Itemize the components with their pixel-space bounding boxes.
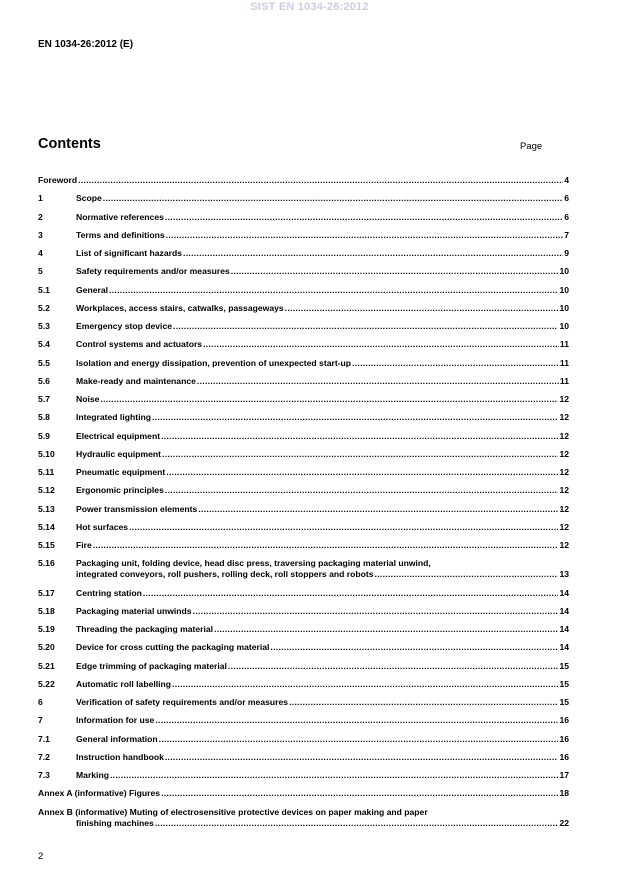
toc-entry-number: 5.5 — [38, 357, 50, 368]
toc-entry-number: 5.22 — [38, 678, 55, 689]
toc-entry-page: 12 — [559, 540, 569, 550]
toc-entry-number: 5.16 — [38, 558, 55, 569]
dot-leader — [173, 321, 558, 332]
toc-entry-title: Verification of safety requirements and/or measures — [76, 697, 289, 707]
document-id-header: EN 1034-26:2012 (E) — [38, 39, 134, 50]
dot-leader — [197, 376, 559, 387]
toc-entry-page: 4 — [564, 175, 569, 185]
toc-entry-number: 7.1 — [38, 733, 50, 744]
toc-entry-number: 5.20 — [38, 642, 55, 653]
toc-entry-number: 5.9 — [38, 430, 50, 441]
toc-entry-number: 5.7 — [38, 394, 50, 404]
toc-entry-title: Centring station — [76, 587, 142, 598]
toc-entry-title: Isolation and energy dissipation, prevention of unexpected start-up — [76, 357, 352, 368]
toc-entry-number: 3 — [38, 229, 43, 240]
toc-entry-page: 15 — [559, 697, 569, 707]
toc-entry-title: Electrical equipment — [76, 430, 161, 441]
dot-leader — [161, 431, 558, 442]
dot-leader — [231, 266, 559, 277]
page-column-label: Page — [520, 141, 543, 152]
toc-entry-number: 5 — [38, 266, 43, 277]
toc-entry-number: 5.13 — [38, 503, 55, 514]
toc-entry-number: 5.10 — [38, 448, 55, 459]
toc-entry-page: 22 — [559, 817, 569, 828]
toc-entry-page: 12 — [559, 430, 569, 441]
dot-leader — [78, 175, 563, 186]
dot-leader — [110, 770, 558, 781]
toc-entry-page: 15 — [559, 678, 569, 689]
toc-entry-title: Control systems and actuators — [76, 339, 203, 350]
toc-entry-title: Edge trimming of packaging material — [76, 660, 227, 671]
toc-entry-title: Ergonomic principles — [76, 485, 164, 496]
toc-entry-page: 14 — [559, 642, 569, 653]
toc-entry-title: Integrated lighting — [76, 412, 151, 423]
dot-leader — [193, 606, 559, 617]
toc-entry-page: 10 — [559, 321, 569, 331]
watermark: SIST EN 1034-26:2012 — [250, 1, 369, 13]
toc-entry-page: 11 — [559, 339, 569, 350]
page-number: 2 — [38, 851, 44, 862]
dot-leader — [100, 394, 558, 405]
toc-entry-number: 5.14 — [38, 521, 55, 532]
toc-entry-page: 10 — [559, 284, 569, 295]
dot-leader — [93, 540, 559, 551]
toc-entry-page: 17 — [559, 770, 569, 780]
toc-entry-page: 10 — [559, 266, 569, 277]
toc-entry-title: Emergency stop device — [76, 321, 173, 331]
toc-entry-title: Workplaces, access stairs, catwalks, passageways — [76, 302, 284, 313]
toc-entry-title-line: Annex B (informative) Muting of electrosensitive protective devices on paper making and paper — [38, 806, 428, 817]
toc-entry-page: 16 — [559, 733, 569, 744]
dot-leader — [289, 697, 558, 708]
toc-entry-number: 2 — [38, 211, 43, 222]
dot-leader — [161, 788, 558, 799]
toc-entry-title: Power transmission elements — [76, 503, 198, 514]
toc-entry-page: 15 — [559, 660, 569, 671]
dot-leader — [162, 449, 558, 460]
dot-leader — [214, 624, 558, 635]
toc-entry-title: Annex A (informative) Figures — [38, 788, 161, 799]
dot-leader — [155, 715, 558, 726]
toc-entry-page: 18 — [559, 788, 569, 799]
toc-entry-page: 14 — [559, 587, 569, 598]
toc-entry-title: Fire — [76, 540, 92, 550]
toc-entry-number: 5.18 — [38, 605, 55, 616]
toc-entry-number: 1 — [38, 193, 43, 204]
toc-entry-number: 4 — [38, 248, 43, 258]
dot-leader — [166, 467, 558, 478]
toc-entry-title: General information — [76, 733, 158, 744]
toc-entry-title: Marking — [76, 770, 109, 780]
toc-entry-number: 5.17 — [38, 587, 55, 598]
toc-entry-page: 12 — [559, 485, 569, 496]
toc-entry-title: General — [76, 284, 109, 295]
toc-entry-number: 5.6 — [38, 375, 50, 386]
toc-entry-number: 5.8 — [38, 412, 50, 423]
toc-entry-number: 5.11 — [38, 467, 55, 477]
toc-entry-title: Information for use — [76, 715, 155, 726]
dot-leader — [152, 412, 558, 423]
dot-leader — [109, 285, 558, 296]
toc-entry-title: Scope — [76, 193, 102, 204]
toc-entry-page: 9 — [564, 248, 569, 258]
toc-entry-page: 12 — [559, 412, 569, 423]
dot-leader — [155, 818, 559, 829]
dot-leader — [285, 303, 559, 314]
toc-entry-title: finishing machines — [76, 817, 154, 828]
dot-leader — [198, 504, 558, 515]
toc-entry-page: 12 — [559, 503, 569, 514]
toc-entry-number: 5.21 — [38, 660, 55, 671]
dot-leader — [270, 642, 558, 653]
toc-entry-number: 5.19 — [38, 624, 55, 634]
dot-leader — [159, 734, 559, 745]
toc-entry-page: 7 — [564, 229, 569, 240]
toc-entry-page: 13 — [559, 569, 569, 580]
page-title: Contents — [38, 136, 101, 152]
toc-entry-number: 5.12 — [38, 485, 55, 496]
toc-entry-title: List of significant hazards — [76, 248, 183, 258]
toc-entry-title: Terms and definitions — [76, 229, 165, 240]
dot-leader — [172, 679, 558, 690]
toc-entry-title: Safety requirements and/or measures — [76, 266, 230, 277]
toc-entry-number: 6 — [38, 697, 43, 707]
toc-entry-page: 16 — [559, 751, 569, 762]
toc-entry-title: Device for cross cutting the packaging material — [76, 642, 270, 653]
dot-leader — [143, 588, 559, 599]
toc-entry-number: 5.3 — [38, 321, 50, 331]
dot-leader — [203, 339, 559, 350]
toc-entry-number: 7 — [38, 715, 43, 726]
toc-entry-title: Pneumatic equipment — [76, 467, 166, 477]
dot-leader — [165, 485, 559, 496]
toc-entry-page: 10 — [559, 302, 569, 313]
toc-entry-page: 11 — [559, 357, 569, 368]
dot-leader — [228, 661, 559, 672]
toc-entry-number: 7.2 — [38, 751, 50, 762]
toc-entry-title: Hot surfaces — [76, 521, 129, 532]
dot-leader — [183, 248, 563, 259]
toc-entry-page: 14 — [559, 605, 569, 616]
dot-leader — [103, 193, 563, 204]
dot-leader — [166, 230, 564, 241]
toc-entry-page: 12 — [559, 467, 569, 477]
toc-entry-title: integrated conveyors, roll pushers, rolling deck, roll stoppers and robots — [76, 569, 374, 580]
toc-entry-title: Hydraulic equipment — [76, 448, 161, 459]
toc-entry-page: 6 — [564, 211, 569, 222]
toc-entry-title: Packaging material unwinds — [76, 605, 192, 616]
toc-entry-page: 6 — [564, 193, 569, 204]
toc-entry-number: 5.4 — [38, 339, 50, 350]
dot-leader — [352, 358, 559, 369]
toc-entry-title: Threading the packaging material — [76, 624, 214, 634]
toc-entry-number: 5.15 — [38, 540, 55, 550]
toc-entry-title: Foreword — [38, 175, 78, 185]
toc-entry-title-line: Packaging unit, folding device, head disc press, traversing packaging material unwind, — [76, 558, 431, 569]
toc-entry-page: 12 — [559, 448, 569, 459]
dot-leader — [165, 212, 563, 223]
toc-entry-number: 5.1 — [38, 284, 50, 295]
toc-entry-page: 14 — [559, 624, 569, 634]
toc-entry-page: 16 — [559, 715, 569, 726]
dot-leader — [129, 522, 558, 533]
toc-entry-page: 12 — [559, 521, 569, 532]
dot-leader — [165, 752, 559, 763]
toc-entry-title: Instruction handbook — [76, 751, 164, 762]
dot-leader — [375, 569, 559, 580]
toc-entry-page: 11 — [559, 375, 569, 386]
toc-entry-title: Noise — [76, 394, 100, 404]
toc-entry-title: Automatic roll labelling — [76, 678, 172, 689]
toc-entry-title: Make-ready and maintenance — [76, 375, 196, 386]
toc-entry-number: 7.3 — [38, 770, 50, 780]
toc-entry-page: 12 — [559, 394, 569, 404]
toc-entry-title: Normative references — [76, 211, 164, 222]
toc-entry-number: 5.2 — [38, 302, 50, 313]
